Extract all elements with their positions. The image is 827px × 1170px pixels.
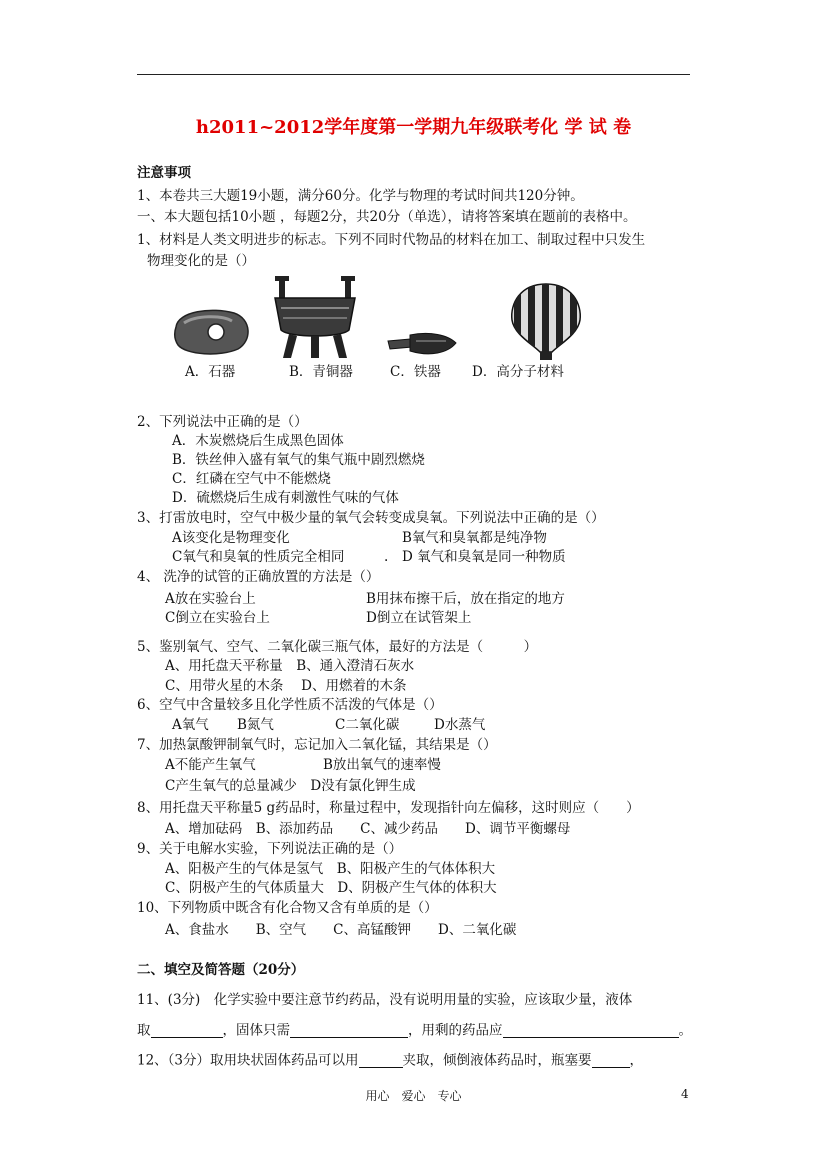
iron-tool-image (386, 329, 458, 359)
q9-stem: 9、关于电解水实验，下列说法正确的是（） (137, 841, 403, 857)
q4-option-b: B用抹布擦干后，放在指定的地方 (366, 591, 565, 607)
q11-blank-liquid[interactable] (151, 1024, 223, 1038)
q10-stem: 10、下列物质中既含有化合物又含有单质的是（） (137, 900, 438, 916)
q6-option-b: B氮气 (237, 717, 274, 733)
q6-option-c: C二氧化碳 (335, 717, 400, 733)
q4-option-a: A放在实验台上 (165, 591, 256, 607)
q3-stray-dot: . (384, 549, 389, 565)
q6-stem: 6、空气中含量较多且化学性质不活泼的气体是（） (137, 697, 443, 713)
q11-blank-solid[interactable] (290, 1024, 408, 1038)
q11-line1: 11、(3分) 化学实验中要注意节约药品，没有说明用量的实验，应该取少量，液体 (137, 992, 633, 1008)
q5-options-cd: C、用带火星的木条 D、用燃着的木条 (165, 678, 407, 694)
page-number: 4 (681, 1087, 689, 1101)
q7-option-a: A不能产生氧气 (165, 757, 256, 773)
hot-air-balloon-image (508, 282, 584, 362)
q8-stem: 8、用托盘天平称量5 g药品时，称量过程中，发现指针向左偏移，这时则应（ ） (137, 800, 640, 816)
q3-option-b: B氧气和臭氧都是纯净物 (402, 530, 547, 546)
q11-blank-leftover[interactable] (503, 1024, 679, 1038)
q11-line2 (137, 1024, 692, 1038)
q7-options-cd: C产生氧气的总量减少 D没有氯化钾生成 (165, 778, 416, 794)
q5-stem: 5、鉴别氧气、空气、二氧化碳三瓶气体，最好的方法是（ ） (137, 639, 538, 655)
q11-text-2: ，固体只需 (222, 1022, 290, 1039)
q12-text-3: ， (629, 1052, 644, 1069)
q2-option-c: C．红磷在空气中不能燃烧 (172, 471, 331, 487)
q12-text-2: 夹取，倾倒液体药品时，瓶塞要 (402, 1052, 592, 1069)
q8-options: A、增加砝码 B、添加药品 C、减少药品 D、调节平衡螺母 (165, 821, 571, 837)
q6-option-a: A氧气 (172, 717, 209, 733)
section-2-heading: 二、填空及简答题（20分） (137, 962, 305, 978)
q1-option-d: D．高分子材料 (472, 364, 564, 380)
q11-text-3: ，用剩的药品应 (408, 1022, 503, 1039)
q3-option-c: C氧气和臭氧的性质完全相同 (172, 549, 345, 565)
q3-option-a: A该变化是物理变化 (172, 530, 290, 546)
q2-stem: 2、下列说法中正确的是（） (137, 414, 308, 430)
bronze-ding-image (271, 274, 359, 360)
q5-options-ab: A、用托盘天平称量 B、通入澄清石灰水 (165, 658, 415, 674)
section-1-heading: 一、本大题包括10小题 ，每题2分，共20分（单选），请将答案填在题前的表格中。 (137, 209, 637, 225)
q12-text-1: 12、（3分）取用块状固体药品可以用 (137, 1052, 359, 1069)
q7-option-b: B放出氧气的速率慢 (323, 757, 441, 773)
q1-stem-line2: 物理变化的是（） (147, 253, 255, 269)
q2-option-d: D．硫燃烧后生成有刺激性气味的气体 (172, 490, 399, 506)
q1-option-c: C．铁器 (390, 364, 441, 380)
q3-option-d: D 氧气和臭氧是同一种物质 (402, 549, 566, 565)
q4-stem: 4、 洗净的试管的正确放置的方法是（） (137, 569, 380, 585)
q6-option-d: D水蒸气 (434, 717, 486, 733)
q9-options-ab: A、阳极产生的气体是氢气 B、阳极产生的气体体积大 (165, 861, 496, 877)
stone-tool-image (172, 305, 254, 357)
q3-stem: 3、打雷放电时，空气中极少量的氧气会转变成臭氧。下列说法中正确的是（） (137, 510, 605, 526)
q10-options: A、食盐水 B、空气 C、高锰酸钾 D、二氧化碳 (165, 922, 517, 938)
q1-option-b: B．青铜器 (289, 364, 353, 380)
q12-blank-tool[interactable] (359, 1054, 403, 1068)
q7-stem: 7、加热氯酸钾制氧气时，忘记加入二氧化锰，其结果是（） (137, 737, 497, 753)
q4-option-c: C倒立在实验台上 (165, 610, 270, 626)
q12-line1 (137, 1054, 643, 1068)
q11-text-4: 。 (678, 1022, 692, 1039)
q1-option-a: A．石器 (185, 364, 236, 380)
notice-heading: 注意事项 (137, 165, 191, 181)
header-rule (137, 74, 690, 75)
q1-stem-line1: 1、材料是人类文明进步的标志。下列不同时代物品的材料在加工、制取过程中只发生 (137, 232, 646, 248)
q2-option-a: A．木炭燃烧后生成黑色固体 (172, 433, 344, 449)
q11-text-1: 取 (137, 1022, 151, 1039)
page-title: h2011~2012学年度第一学期九年级联考化 学 试 卷 (195, 117, 632, 138)
q4-option-d: D倒立在试管架上 (366, 610, 472, 626)
q12-blank-stopper[interactable] (592, 1054, 630, 1068)
q9-options-cd: C、阴极产生的气体质量大 D、阴极产生气体的体积大 (165, 880, 497, 896)
notice-item-1: 1、本卷共三大题19小题，满分60分。化学与物理的考试时间共120分钟。 (137, 188, 584, 204)
q2-option-b: B．铁丝伸入盛有氧气的集气瓶中剧烈燃烧 (172, 452, 425, 468)
page-footer: 用心 爱心 专心 (365, 1089, 462, 1103)
